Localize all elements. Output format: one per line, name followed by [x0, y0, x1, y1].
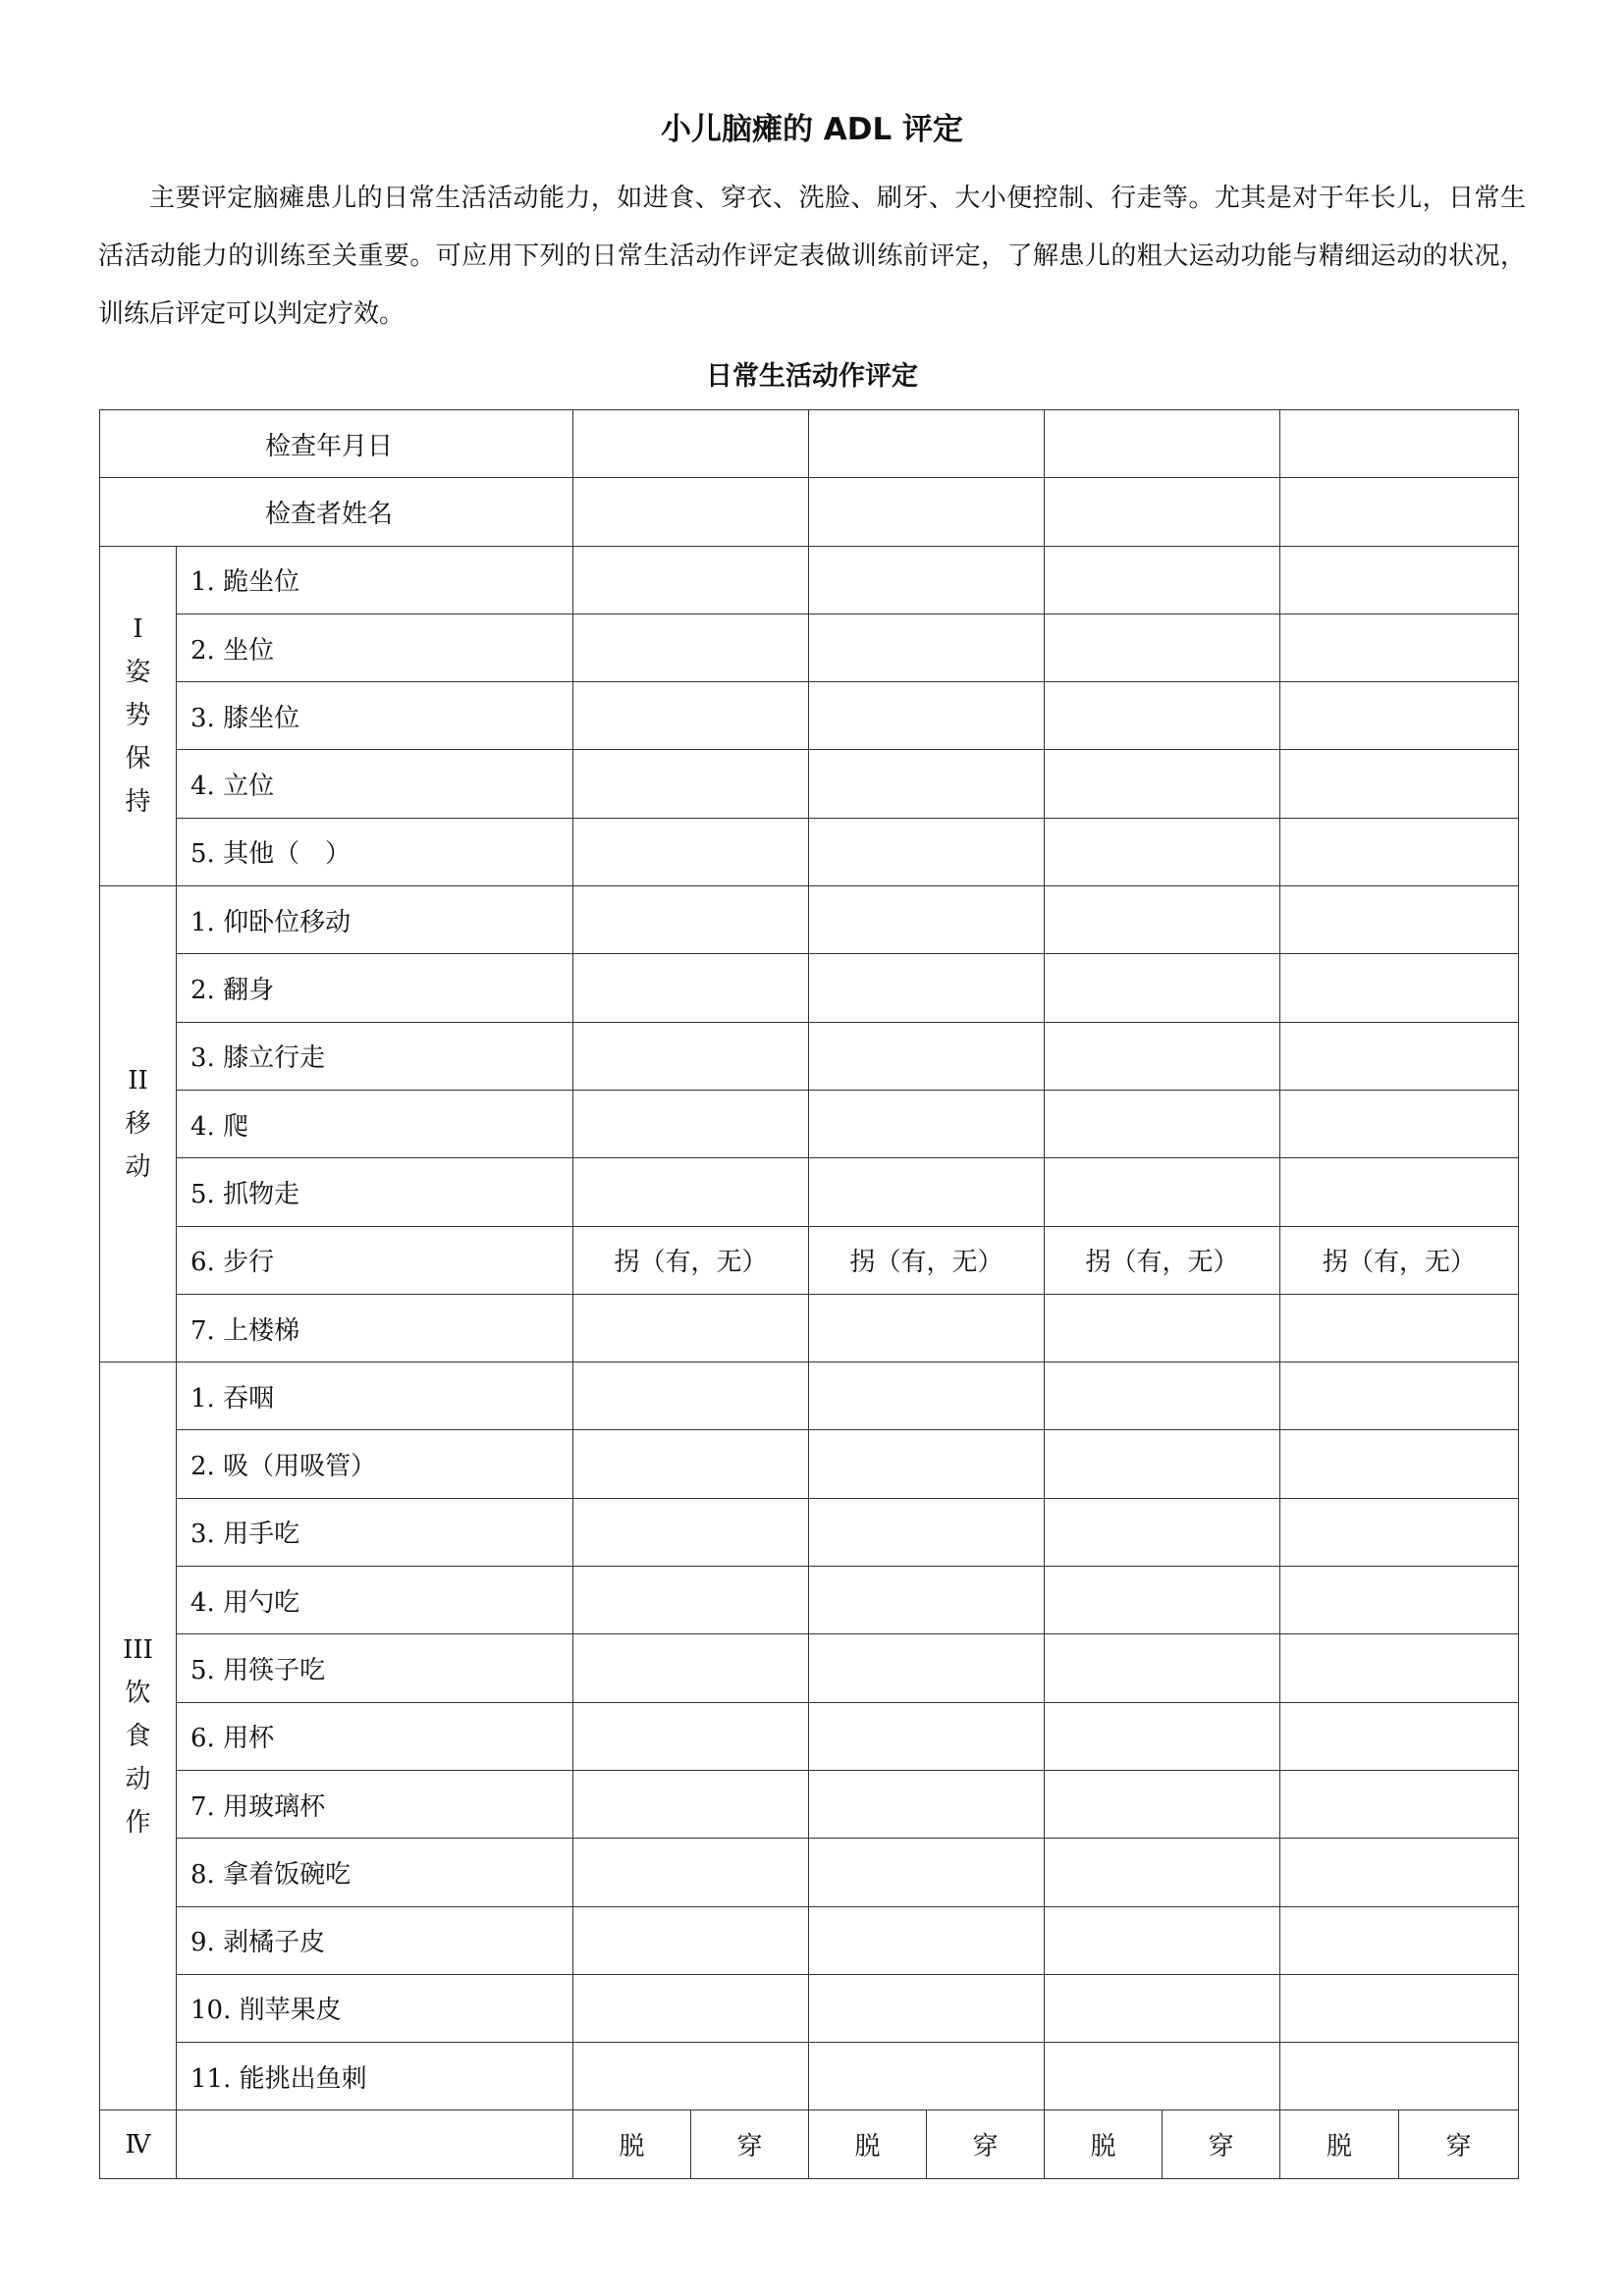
dress-cell[interactable]: 穿	[691, 2110, 809, 2178]
score-cell-4[interactable]	[1280, 1498, 1519, 1566]
score-cell-4[interactable]	[1280, 1634, 1519, 1702]
score-cell-2[interactable]	[809, 1839, 1045, 1906]
table-row	[100, 1294, 1519, 1362]
item-label: 6. 步行	[177, 1226, 573, 1294]
score-cell-4[interactable]	[1280, 1839, 1519, 1906]
crutch-option[interactable]: 拐（有，无）	[573, 1226, 809, 1294]
table-row	[100, 1430, 1519, 1498]
table-row	[100, 1090, 1519, 1157]
score-cell-1[interactable]	[573, 1906, 809, 1974]
table-row	[100, 1702, 1519, 1770]
section-label	[100, 886, 177, 1362]
score-cell-2[interactable]	[809, 682, 1045, 750]
form-title: 日常生活动作评定	[706, 361, 918, 392]
score-cell-4[interactable]	[1280, 1362, 1519, 1430]
table-row	[100, 1158, 1519, 1226]
score-cell-1[interactable]	[573, 1770, 809, 1838]
score-cell-1[interactable]	[573, 1362, 809, 1430]
item-label: 3. 用手吃	[177, 1498, 573, 1566]
item-label: 2. 坐位	[177, 614, 573, 681]
item-label: 7. 用玻璃杯	[177, 1770, 573, 1838]
score-cell-3[interactable]	[1045, 1906, 1280, 1974]
item-label: 7. 上楼梯	[177, 1294, 573, 1362]
section-label	[100, 1362, 177, 2110]
score-cell-2[interactable]	[809, 1430, 1045, 1498]
score-cell-2[interactable]	[809, 1158, 1045, 1226]
score-cell-1[interactable]	[573, 1090, 809, 1157]
examiner-name-entry-1[interactable]	[573, 478, 809, 546]
score-cell-3[interactable]	[1045, 1839, 1280, 1906]
crutch-option[interactable]: 拐（有，无）	[1045, 1226, 1280, 1294]
score-cell-3[interactable]	[1045, 1294, 1280, 1362]
examiner-name-label: 检查者姓名	[100, 478, 573, 546]
table-row	[100, 1022, 1519, 1090]
section-number: I	[133, 614, 143, 645]
score-cell-1[interactable]	[573, 1158, 809, 1226]
item-label: 8. 拿着饭碗吃	[177, 1839, 573, 1906]
score-cell-2[interactable]	[809, 1974, 1045, 2042]
score-cell-4[interactable]	[1280, 1158, 1519, 1226]
score-cell-4[interactable]	[1280, 546, 1519, 614]
score-cell-2[interactable]	[809, 1498, 1045, 1566]
item-label: 5. 抓物走	[177, 1158, 573, 1226]
score-cell-1[interactable]	[573, 750, 809, 818]
score-cell-3[interactable]	[1045, 2043, 1280, 2110]
score-cell-2[interactable]	[809, 750, 1045, 818]
score-cell-1[interactable]	[573, 682, 809, 750]
score-cell-4[interactable]	[1280, 614, 1519, 681]
item-label: 3. 膝立行走	[177, 1022, 573, 1090]
score-cell-1[interactable]	[573, 1702, 809, 1770]
item-label: 1. 仰卧位移动	[177, 886, 573, 954]
score-cell-4[interactable]	[1280, 1702, 1519, 1770]
score-cell-1[interactable]	[573, 1839, 809, 1906]
score-cell-1[interactable]	[573, 1498, 809, 1566]
section-title-char: 移	[125, 1109, 151, 1140]
item-label: 11. 能挑出鱼刺	[177, 2043, 573, 2110]
score-cell-2[interactable]	[809, 1362, 1045, 1430]
section-title-char: 动	[125, 1764, 151, 1794]
score-cell-1[interactable]	[573, 1974, 809, 2042]
score-cell-3[interactable]	[1045, 1090, 1280, 1157]
section-title-char: 姿	[125, 658, 151, 688]
section-title-char: 保	[125, 744, 151, 774]
section-number: III	[123, 1634, 153, 1665]
score-cell-2[interactable]	[809, 1634, 1045, 1702]
section-label	[100, 2110, 177, 2178]
score-cell-1[interactable]	[573, 954, 809, 1022]
section-title-char: 食	[125, 1721, 151, 1751]
score-cell-2[interactable]	[809, 818, 1045, 885]
table-row	[100, 954, 1519, 1022]
table-row	[100, 2110, 1519, 2178]
score-cell-3[interactable]	[1045, 614, 1280, 681]
table-row	[100, 886, 1519, 954]
score-cell-3[interactable]	[1045, 1362, 1280, 1430]
score-cell-4[interactable]	[1280, 954, 1519, 1022]
exam-date-entry-3[interactable]	[1045, 410, 1280, 478]
score-cell-3[interactable]	[1045, 750, 1280, 818]
table-row	[100, 1906, 1519, 1974]
score-cell-2[interactable]	[809, 1294, 1045, 1362]
score-cell-4[interactable]	[1280, 1090, 1519, 1157]
examiner-name-entry-3[interactable]	[1045, 478, 1280, 546]
score-cell-2[interactable]	[809, 1022, 1045, 1090]
score-cell-2[interactable]	[809, 1567, 1045, 1634]
dress-cell[interactable]: 穿	[1163, 2110, 1280, 2178]
table-row	[100, 818, 1519, 885]
dress-cell[interactable]: 穿	[1399, 2110, 1519, 2178]
item-label: 2. 吸（用吸管）	[177, 1430, 573, 1498]
table-row	[100, 1498, 1519, 1566]
score-cell-3[interactable]	[1045, 1430, 1280, 1498]
score-cell-2[interactable]	[809, 2043, 1045, 2110]
score-cell-1[interactable]	[573, 818, 809, 885]
table-row	[100, 682, 1519, 750]
examiner-name-row	[100, 478, 1519, 546]
table-row	[100, 2043, 1519, 2110]
item-label: 6. 用杯	[177, 1702, 573, 1770]
undress-cell[interactable]: 脱	[809, 2110, 927, 2178]
score-cell-4[interactable]	[1280, 1770, 1519, 1838]
score-cell-4[interactable]	[1280, 682, 1519, 750]
undress-cell[interactable]: 脱	[1280, 2110, 1399, 2178]
table-row	[100, 614, 1519, 681]
score-cell-3[interactable]	[1045, 954, 1280, 1022]
item-label: 1. 吞咽	[177, 1362, 573, 1430]
score-cell-3[interactable]	[1045, 818, 1280, 885]
table-row	[100, 750, 1519, 818]
exam-date-entry-2[interactable]	[809, 410, 1045, 478]
item-label: 5. 用筷子吃	[177, 1634, 573, 1702]
table-row	[100, 1226, 1519, 1294]
score-cell-1[interactable]	[573, 546, 809, 614]
table-row	[100, 1634, 1519, 1702]
score-cell-4[interactable]	[1280, 818, 1519, 885]
exam-date-row	[100, 410, 1519, 478]
item-label: 4. 爬	[177, 1090, 573, 1157]
score-cell-2[interactable]	[809, 886, 1045, 954]
score-cell-3[interactable]	[1045, 1634, 1280, 1702]
item-label: 2. 翻身	[177, 954, 573, 1022]
score-cell-3[interactable]	[1045, 682, 1280, 750]
score-cell-4[interactable]	[1280, 2043, 1519, 2110]
score-cell-1[interactable]	[573, 886, 809, 954]
section-title-char: 作	[125, 1807, 151, 1838]
intro-paragraph	[98, 170, 1526, 344]
crutch-option[interactable]: 拐（有，无）	[809, 1226, 1045, 1294]
score-cell-2[interactable]	[809, 614, 1045, 681]
table-row	[100, 1770, 1519, 1838]
exam-date-label: 检查年月日	[100, 410, 573, 478]
item-label: 4. 立位	[177, 750, 573, 818]
score-cell-1[interactable]	[573, 1567, 809, 1634]
score-cell-4[interactable]	[1280, 1430, 1519, 1498]
item-label: 3. 膝坐位	[177, 682, 573, 750]
score-cell-1[interactable]	[573, 1430, 809, 1498]
score-cell-1[interactable]	[573, 1022, 809, 1090]
score-cell-3[interactable]	[1045, 1498, 1280, 1566]
score-cell-3[interactable]	[1045, 546, 1280, 614]
section-title-char: 持	[125, 787, 151, 818]
score-cell-4[interactable]	[1280, 1974, 1519, 2042]
score-cell-2[interactable]	[809, 1770, 1045, 1838]
undress-cell[interactable]: 脱	[573, 2110, 691, 2178]
score-cell-3[interactable]	[1045, 1158, 1280, 1226]
item-label: 5. 其他（ ）	[177, 818, 573, 885]
item-label: 9. 剥橘子皮	[177, 1906, 573, 1974]
section-number: Ⅳ	[125, 2129, 151, 2160]
score-cell-2[interactable]	[809, 1702, 1045, 1770]
score-cell-3[interactable]	[1045, 1770, 1280, 1838]
item-label: 10. 削苹果皮	[177, 1974, 573, 2042]
score-cell-3[interactable]	[1045, 1567, 1280, 1634]
score-cell-1[interactable]	[573, 1294, 809, 1362]
item-label: 1. 跪坐位	[177, 546, 573, 614]
score-cell-4[interactable]	[1280, 1022, 1519, 1090]
table-row	[100, 1567, 1519, 1634]
exam-date-entry-1[interactable]	[573, 410, 809, 478]
intro-text: 主要评定脑瘫患儿的日常生活活动能力，如进食、穿衣、洗脸、刷牙、大小便控制、行走等。尤其是对于年长儿，日常生活活动能力的训练至关重要。可应用下列的日常生活动作评定表做训练前评定，了解患儿的粗大运动功能与精细运动的状况，训练后评定可以判定疗效。	[98, 184, 1526, 329]
table-row	[100, 1362, 1519, 1430]
examiner-name-entry-2[interactable]	[809, 478, 1045, 546]
score-cell-4[interactable]	[1280, 1906, 1519, 1974]
page-title: 小儿脑瘫的 ADL 评定	[660, 112, 964, 147]
exam-date-entry-4[interactable]	[1280, 410, 1519, 478]
score-cell-1[interactable]	[573, 1634, 809, 1702]
crutch-option[interactable]: 拐（有，无）	[1280, 1226, 1519, 1294]
score-cell-4[interactable]	[1280, 1294, 1519, 1362]
score-cell-4[interactable]	[1280, 886, 1519, 954]
score-cell-2[interactable]	[809, 546, 1045, 614]
score-cell-4[interactable]	[1280, 750, 1519, 818]
table-row	[100, 1974, 1519, 2042]
section-number: II	[128, 1066, 148, 1096]
section-title-char: 动	[125, 1152, 151, 1183]
score-cell-4[interactable]	[1280, 1567, 1519, 1634]
examiner-name-entry-4[interactable]	[1280, 478, 1519, 546]
score-cell-2[interactable]	[809, 1906, 1045, 1974]
undress-cell[interactable]: 脱	[1045, 2110, 1163, 2178]
dress-cell[interactable]: 穿	[927, 2110, 1045, 2178]
table-row	[100, 1839, 1519, 1906]
adl-table	[99, 409, 1519, 2179]
score-cell-1[interactable]	[573, 614, 809, 681]
section-label	[100, 546, 177, 885]
score-cell-3[interactable]	[1045, 1022, 1280, 1090]
score-cell-3[interactable]	[1045, 886, 1280, 954]
section-title-char: 饮	[125, 1678, 151, 1708]
table-row	[100, 546, 1519, 614]
item-label	[177, 2110, 573, 2178]
score-cell-2[interactable]	[809, 1090, 1045, 1157]
item-label: 4. 用勺吃	[177, 1567, 573, 1634]
score-cell-3[interactable]	[1045, 1702, 1280, 1770]
section-title-char: 势	[125, 701, 151, 731]
score-cell-2[interactable]	[809, 954, 1045, 1022]
score-cell-1[interactable]	[573, 2043, 809, 2110]
score-cell-3[interactable]	[1045, 1974, 1280, 2042]
